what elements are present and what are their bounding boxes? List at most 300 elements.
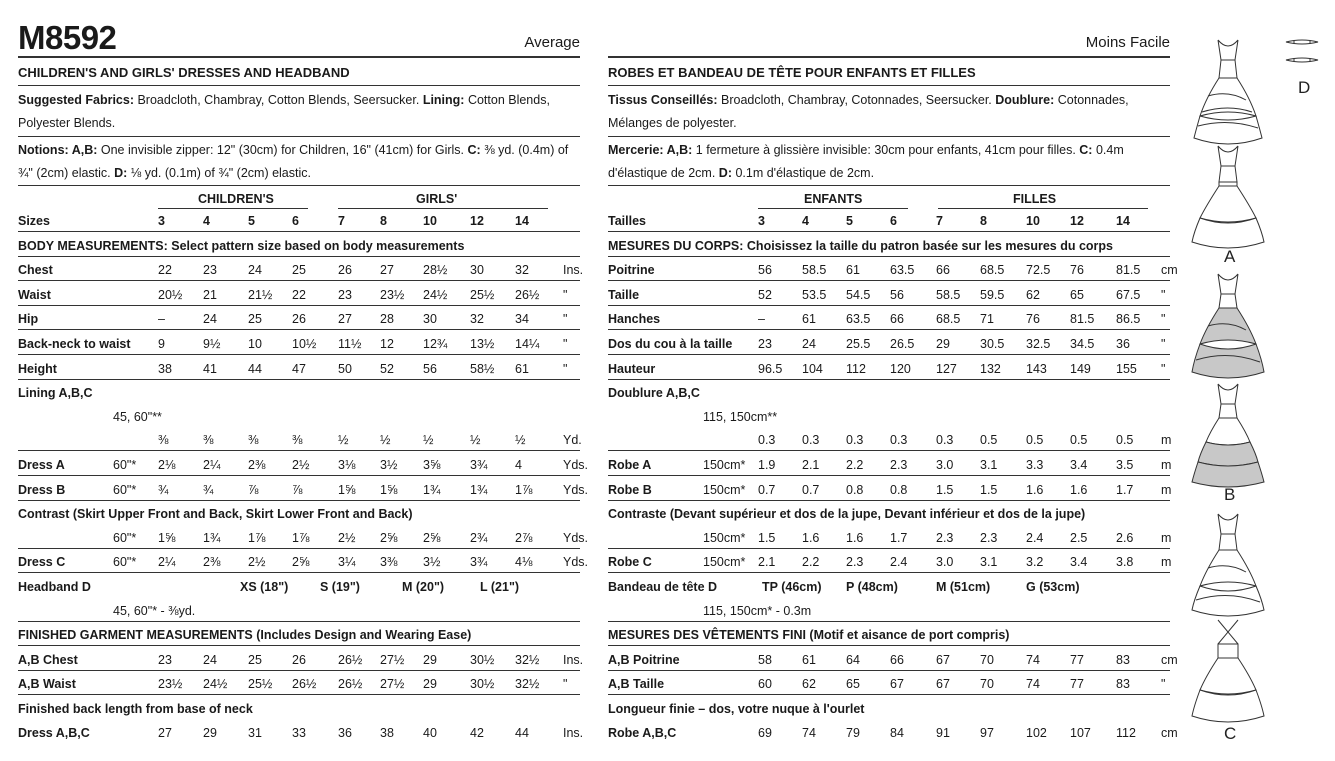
- dress-row-value: 3½: [380, 458, 398, 472]
- body-row-value: 71: [980, 312, 994, 327]
- body-row-value: 28½: [423, 263, 448, 278]
- body-row-value: 56: [423, 361, 437, 376]
- dress-row-value: 2½: [292, 458, 310, 472]
- finished-row-label: A,B Chest: [18, 652, 78, 667]
- body-row-rule: [608, 305, 1170, 306]
- contrast-unit: Yds.: [563, 530, 589, 545]
- contrast-rule: [18, 548, 580, 549]
- body-row-rule: [18, 280, 580, 281]
- back-row-value: 112: [1116, 725, 1136, 740]
- dress-c-value: 4⅛: [515, 555, 533, 570]
- body-row-value: 21½: [248, 287, 273, 302]
- contrast-width: 60"*: [113, 530, 137, 545]
- body-row-value: 50: [338, 361, 352, 376]
- body-row-value: 24: [802, 337, 816, 351]
- body-row-value: 63.5: [846, 312, 871, 327]
- lining-label: Lining A,B,C: [18, 386, 93, 401]
- body-row-value: 30.5: [980, 337, 1005, 351]
- finished-row-label: A,B Poitrine: [608, 652, 680, 667]
- body-row-value: 54.5: [846, 287, 871, 302]
- body-row-value: 72.5: [1026, 263, 1051, 278]
- finished-row-value: 32½: [515, 652, 540, 667]
- body-row-value: 28: [380, 312, 394, 327]
- contrast-value: 1.6: [802, 530, 820, 545]
- finished-row-rule: [608, 670, 1170, 671]
- back-row-label: Dress A,B,C: [18, 725, 90, 740]
- body-row-label: Back-neck to waist: [18, 337, 131, 351]
- finished-row-rule: [608, 694, 1170, 695]
- dress-c-value: 2½: [248, 555, 266, 570]
- dress-c-value: 2⅜: [203, 555, 221, 570]
- back-row-unit: cm: [1161, 725, 1178, 740]
- body-row-rule: [18, 354, 580, 355]
- finished-row-value: 23½: [158, 677, 183, 692]
- finished-heading: MESURES DES VÊTEMENTS FINI (Motif et aisance de port compris): [608, 628, 1010, 643]
- finished-row-value: 66: [890, 652, 904, 667]
- body-row-label: Hanches: [608, 312, 661, 327]
- body-row-value: 32.5: [1026, 337, 1051, 351]
- dress-row-value: 1.6: [1026, 482, 1044, 497]
- body-row-rule: [18, 379, 580, 380]
- finished-row-value: 26½: [338, 652, 363, 667]
- dress-row-value: 3.3: [1026, 458, 1044, 472]
- lining-value: 0.5: [1026, 433, 1044, 448]
- view-b-label: B: [1224, 485, 1236, 504]
- body-row-value: 127: [936, 361, 957, 376]
- size-col-header: 14: [1116, 214, 1130, 228]
- body-row-value: 65: [1070, 287, 1084, 302]
- body-row-value: 26: [292, 312, 306, 327]
- dress-c-value: 3.8: [1116, 555, 1134, 570]
- dress-c-value: 2.4: [890, 555, 908, 570]
- dress-row-value: 1¾: [470, 482, 488, 497]
- contrast-label: Contrast (Skirt Upper Front and Back, Skirt Lower Front and Back): [18, 507, 413, 522]
- back-row-value: 42: [470, 725, 484, 740]
- contrast-value: 1.6: [846, 530, 864, 545]
- contrast-value: 1¾: [203, 530, 221, 545]
- dress-row-value: 2.1: [802, 458, 820, 472]
- notions-rule: [18, 185, 580, 186]
- contrast-value: 2.4: [1026, 530, 1044, 545]
- size-col-header: 3: [158, 214, 165, 228]
- body-row-rule: [608, 329, 1170, 330]
- body-row-unit: ": [563, 312, 568, 327]
- body-row-value: 23½: [380, 287, 405, 302]
- size-col-header: 6: [890, 214, 897, 228]
- size-col-header: 8: [980, 214, 987, 228]
- finished-row-value: 29: [423, 677, 437, 692]
- body-row-value: 12: [380, 337, 394, 351]
- back-row-value: 27: [158, 725, 172, 740]
- body-row-value: 56: [758, 263, 772, 278]
- body-row-value: 30: [423, 312, 437, 327]
- back-row-value: 38: [380, 725, 394, 740]
- contrast-value: 2.3: [980, 530, 998, 545]
- lining-value: ½: [338, 433, 349, 448]
- body-row-label: Taille: [608, 287, 640, 302]
- body-row-value: 96.5: [758, 361, 783, 376]
- back-row-value: 102: [1026, 725, 1047, 740]
- body-row-value: 61: [802, 312, 816, 327]
- finished-row-value: 70: [980, 677, 994, 692]
- lining-value: 0.3: [890, 433, 908, 448]
- body-row-value: 58.5: [936, 287, 961, 302]
- back-row-value: 31: [248, 725, 262, 740]
- dress-c-label: Robe C: [608, 555, 652, 570]
- body-row-unit: cm: [1161, 263, 1178, 278]
- body-measurements-heading: BODY MEASUREMENTS: Select pattern size based on body measurements: [18, 238, 465, 253]
- body-row-value: 10½: [292, 337, 317, 351]
- lining-value: 0.3: [802, 433, 820, 448]
- body-row-value: 24: [248, 263, 262, 278]
- dress-row-value: 3.1: [980, 458, 998, 472]
- body-row-label: Poitrine: [608, 263, 655, 278]
- finished-row-value: 61: [802, 652, 816, 667]
- notions-line-1: Notions: A,B: One invisible zipper: 12" (30cm) for Children, 16" (41cm) for Girls. C: ⅜ yd. (0.4m) of: [18, 143, 569, 157]
- fabrics-line-2: Polyester Blends.: [18, 116, 116, 130]
- lining-value: ⅜: [203, 433, 214, 448]
- header-rule-fr: [608, 56, 1170, 58]
- body-row-rule: [608, 354, 1170, 355]
- dress-row-rule: [608, 475, 1170, 476]
- body-row-value: 56: [890, 287, 904, 302]
- sizes-label: Tailles: [608, 214, 646, 228]
- dress-row-rule: [608, 500, 1170, 501]
- finished-row-value: 70: [980, 652, 994, 667]
- body-row-value: 25: [292, 263, 306, 278]
- body-row-value: 47: [292, 361, 306, 376]
- dress-row-value: 2⅜: [248, 458, 266, 472]
- finished-row-value: 25: [248, 652, 262, 667]
- dress-sketch-a-front: [1188, 38, 1268, 153]
- sizes-rule: [18, 231, 580, 232]
- body-row-value: 53.5: [802, 287, 827, 302]
- size-col-header: 7: [338, 214, 345, 228]
- finished-row-value: 26: [292, 652, 306, 667]
- body-row-value: 81.5: [1116, 263, 1141, 278]
- dress-sketch-c-back: [1188, 618, 1268, 728]
- headband-note: 115, 150cm* - 0.3m: [703, 603, 812, 618]
- sizes-rule: [608, 231, 1170, 232]
- body-row-label: Height: [18, 361, 57, 376]
- contrast-label: Contraste (Devant supérieur et dos de la jupe, Devant inférieur et dos de la jupe): [608, 507, 1086, 522]
- group-filles-rule: [938, 208, 1148, 209]
- pattern-title-fr: ROBES ET BANDEAU DE TÊTE POUR ENFANTS ET FILLES: [608, 65, 976, 80]
- headband-sketch-d: [1284, 36, 1320, 72]
- dress-c-rule: [608, 572, 1170, 573]
- contrast-rule: [608, 548, 1170, 549]
- headband-label: Bandeau de tête D: [608, 580, 718, 594]
- body-row-label: Dos du cou à la taille: [608, 337, 733, 351]
- size-col-header: 12: [470, 214, 484, 228]
- body-row-value: 9½: [203, 337, 221, 351]
- lining-value: ½: [380, 433, 391, 448]
- dress-sketch-b-front: [1188, 272, 1268, 390]
- finished-row-value: 30½: [470, 677, 495, 692]
- contrast-value: 2.5: [1070, 530, 1088, 545]
- dress-c-value: 3⅜: [380, 555, 398, 570]
- group-girls-label: GIRLS': [416, 192, 458, 206]
- body-row-value: 36: [1116, 337, 1130, 351]
- dress-row-label: Dress B: [18, 482, 66, 497]
- back-row-value: 84: [890, 725, 904, 740]
- contrast-value: 2⅝: [380, 530, 398, 545]
- dress-row-value: 0.7: [802, 482, 820, 497]
- back-row-value: 44: [515, 725, 529, 740]
- dress-row-value: 2⅛: [158, 458, 176, 472]
- finished-row-value: 64: [846, 652, 860, 667]
- lining-rule: [18, 450, 580, 451]
- group-children-rule: [158, 208, 308, 209]
- dress-row-value: 2¼: [203, 458, 221, 472]
- body-row-value: 24: [203, 312, 217, 327]
- body-row-value: 52: [380, 361, 394, 376]
- notions-rule-fr: [608, 185, 1170, 186]
- body-row-value: 34.5: [1070, 337, 1095, 351]
- finished-row-unit: cm: [1161, 652, 1178, 667]
- body-row-value: 59.5: [980, 287, 1005, 302]
- finished-row-value: 27½: [380, 652, 405, 667]
- finished-row-label: A,B Waist: [18, 677, 76, 692]
- contrast-value: 2¾: [470, 530, 488, 545]
- finished-row-value: 83: [1116, 677, 1130, 692]
- body-row-value: 143: [1026, 361, 1047, 376]
- lining-value: 0.5: [1070, 433, 1088, 448]
- contrast-unit: m: [1161, 530, 1172, 545]
- lining-value: 0.5: [980, 433, 998, 448]
- body-row-value: 10: [248, 337, 262, 351]
- back-length-label: Longueur finie – dos, votre nuque à l'ourlet: [608, 702, 865, 716]
- difficulty-label: Average: [524, 34, 580, 51]
- body-measurements-heading: MESURES DU CORPS: Choisissez la taille du patron basée sur les mesures du corps: [608, 238, 1114, 253]
- dress-row-value: 1⅝: [338, 482, 356, 497]
- body-row-rule: [608, 379, 1170, 380]
- body-row-value: 58½: [470, 361, 495, 376]
- finished-row-rule: [18, 694, 580, 695]
- body-row-value: 14¼: [515, 337, 540, 351]
- dress-row-value: 1¾: [423, 482, 441, 497]
- contrast-width: 150cm*: [703, 530, 746, 545]
- headband-size: XS (18"): [240, 580, 289, 594]
- size-col-header: 10: [423, 214, 437, 228]
- headband-size: S (19"): [320, 580, 360, 594]
- finished-row-value: 67: [936, 652, 950, 667]
- fabrics-line-1: Suggested Fabrics: Broadcloth, Chambray, Cotton Blends, Seersucker. Lining: Cotton Blends,: [18, 93, 550, 107]
- body-row-value: 11½: [338, 337, 362, 351]
- size-col-header: 5: [248, 214, 255, 228]
- lining-rule: [608, 450, 1170, 451]
- size-col-header: 8: [380, 214, 387, 228]
- back-length-label: Finished back length from base of neck: [18, 702, 253, 716]
- body-row-value: 38: [158, 361, 172, 376]
- lining-value: 0.5: [1116, 433, 1134, 448]
- body-row-value: 25: [248, 312, 262, 327]
- size-col-header: 7: [936, 214, 943, 228]
- dress-row-label: Robe B: [608, 482, 652, 497]
- contrast-value: 2.3: [936, 530, 954, 545]
- body-row-value: 23: [203, 263, 217, 278]
- dress-row-value: ⅞: [248, 482, 259, 497]
- body-row-value: 112: [846, 361, 866, 376]
- finished-row-value: 77: [1070, 677, 1084, 692]
- body-row-value: 44: [248, 361, 262, 376]
- fabrics-rule: [18, 136, 580, 137]
- body-row-value: 68.5: [980, 263, 1005, 278]
- body-row-value: 81.5: [1070, 312, 1095, 327]
- dress-c-value: 3.1: [980, 555, 998, 570]
- finished-row-value: 29: [423, 652, 437, 667]
- dress-row-width: 60"*: [113, 458, 137, 472]
- finished-row-value: 74: [1026, 652, 1040, 667]
- dress-row-label: Robe A: [608, 458, 652, 472]
- headband-label: Headband D: [18, 580, 91, 594]
- back-row-value: 36: [338, 725, 352, 740]
- contrast-value: 2.6: [1116, 530, 1134, 545]
- dress-row-value: 1.5: [980, 482, 998, 497]
- dress-row-value: 1.7: [1116, 482, 1134, 497]
- dress-row-value: 3¾: [470, 458, 488, 472]
- body-row-value: 26.5: [890, 337, 915, 351]
- dress-row-value: 3.4: [1070, 458, 1088, 472]
- body-row-value: 21: [203, 287, 217, 302]
- dress-row-value: 4: [515, 458, 522, 472]
- back-row-value: 107: [1070, 725, 1091, 740]
- finished-row-value: 26½: [338, 677, 363, 692]
- lining-value: ⅜: [158, 433, 169, 448]
- body-row-value: 68.5: [936, 312, 961, 327]
- dress-row-value: 0.8: [846, 482, 864, 497]
- dress-row-unit: m: [1161, 458, 1172, 472]
- finished-row-value: 67: [936, 677, 950, 692]
- dress-row-value: 1⅝: [380, 482, 398, 497]
- view-a-label: A: [1224, 247, 1236, 266]
- body-row-value: 22: [158, 263, 172, 278]
- finished-heading: FINISHED GARMENT MEASUREMENTS (Includes Design and Wearing Ease): [18, 628, 472, 643]
- body-row-unit: ": [1161, 312, 1166, 327]
- group-enfants-label: ENFANTS: [804, 192, 863, 206]
- notions-line-1-fr: Mercerie: A,B: 1 fermeture à glissière invisible: 30cm pour enfants, 41cm pour filles. C: 0.4m: [608, 143, 1124, 157]
- finished-row-value: 32½: [515, 677, 540, 692]
- dress-row-value: 1.6: [1070, 482, 1088, 497]
- body-row-value: 22: [292, 287, 306, 302]
- body-row-rule: [608, 280, 1170, 281]
- body-row-value: 66: [936, 263, 950, 278]
- dress-row-value: 1⅞: [515, 482, 533, 497]
- body-row-value: –: [758, 312, 765, 327]
- dress-row-value: 2.3: [890, 458, 908, 472]
- contrast-value: 1.5: [758, 530, 776, 545]
- dress-row-value: 1.9: [758, 458, 776, 472]
- body-row-value: 76: [1026, 312, 1040, 327]
- back-row-value: 97: [980, 725, 994, 740]
- dress-row-value: 3⅝: [423, 458, 441, 472]
- contrast-value: 1⅞: [292, 530, 310, 545]
- finished-row-label: A,B Taille: [608, 677, 665, 692]
- body-row-value: 120: [890, 361, 911, 376]
- finished-row-value: 65: [846, 677, 860, 692]
- body-row-value: –: [158, 312, 165, 327]
- dress-c-label: Dress C: [18, 555, 66, 570]
- back-row-unit: Ins.: [563, 725, 584, 740]
- body-row-unit: ": [563, 337, 568, 351]
- contrast-value: 2⅝: [423, 530, 441, 545]
- size-col-header: 5: [846, 214, 853, 228]
- notions-line-2-fr: d'élastique de 2cm. D: 0.1m d'élastique de 2cm.: [608, 166, 875, 180]
- body-row-unit: Ins.: [563, 263, 584, 278]
- dress-row-value: ¾: [158, 482, 169, 497]
- french-panel: [608, 0, 1178, 761]
- size-col-header: 10: [1026, 214, 1040, 228]
- fabrics-line-1-fr: Tissus Conseillés: Broadcloth, Chambray, Cotonnades, Seersucker. Doublure: Cotonnades,: [608, 93, 1129, 107]
- finished-row-value: 24: [203, 652, 217, 667]
- body-row-value: 104: [802, 361, 823, 376]
- back-row-value: 33: [292, 725, 306, 740]
- finished-row-value: 24½: [203, 677, 228, 692]
- dress-row-rule: [18, 475, 580, 476]
- dress-c-value: 3½: [423, 555, 441, 570]
- finished-row-unit: ": [1161, 677, 1166, 692]
- body-row-value: 26½: [515, 287, 540, 302]
- back-row-label: Robe A,B,C: [608, 725, 677, 740]
- dress-row-value: 1.5: [936, 482, 954, 497]
- finished-row-value: 30½: [470, 652, 495, 667]
- headband-size: G (53cm): [1026, 580, 1080, 594]
- finished-row-value: 25½: [248, 677, 273, 692]
- dress-c-value: 3.2: [1026, 555, 1044, 570]
- dress-row-unit: Yds.: [563, 458, 589, 472]
- dress-c-value: 2.1: [758, 555, 776, 570]
- lining-value: ½: [470, 433, 481, 448]
- contrast-value: 1⅞: [248, 530, 266, 545]
- body-row-rule: [18, 329, 580, 330]
- lining-unit: m: [1161, 433, 1172, 448]
- dress-row-width: 150cm*: [703, 458, 746, 472]
- body-row-value: 32: [515, 263, 529, 278]
- headband-size: P (48cm): [846, 580, 898, 594]
- headband-size: M (20"): [402, 580, 445, 594]
- dress-c-unit: Yds.: [563, 555, 589, 570]
- dress-row-value: 0.8: [890, 482, 908, 497]
- finished-row-value: 23: [158, 652, 172, 667]
- body-row-rule: [18, 305, 580, 306]
- finished-row-unit: ": [563, 677, 568, 692]
- lining-value: 0.3: [936, 433, 954, 448]
- headband-note: 45, 60"* - ⅜yd.: [113, 603, 196, 618]
- body-row-unit: ": [1161, 337, 1166, 351]
- size-col-header: 4: [203, 214, 210, 228]
- body-heading-rule: [18, 256, 580, 257]
- lining-value: 0.3: [846, 433, 864, 448]
- body-row-value: 30: [470, 263, 484, 278]
- size-col-header: 4: [802, 214, 809, 228]
- group-girls-rule: [338, 208, 548, 209]
- body-row-value: 9: [158, 337, 165, 351]
- body-row-unit: ": [1161, 361, 1166, 376]
- header-rule: [18, 56, 580, 58]
- finished-row-unit: Ins.: [563, 652, 584, 667]
- difficulty-label-fr: Moins Facile: [1085, 34, 1170, 51]
- finished-row-value: 83: [1116, 652, 1130, 667]
- headband-size: TP (46cm): [762, 580, 822, 594]
- body-row-value: 63.5: [890, 263, 915, 278]
- body-row-label: Chest: [18, 263, 53, 278]
- dress-row-value: ¾: [203, 482, 214, 497]
- body-row-value: 23: [338, 287, 352, 302]
- body-row-unit: ": [1161, 287, 1166, 302]
- title-rule-fr: [608, 85, 1170, 86]
- fabrics-rule-fr: [608, 136, 1170, 137]
- body-row-value: 24½: [423, 287, 448, 302]
